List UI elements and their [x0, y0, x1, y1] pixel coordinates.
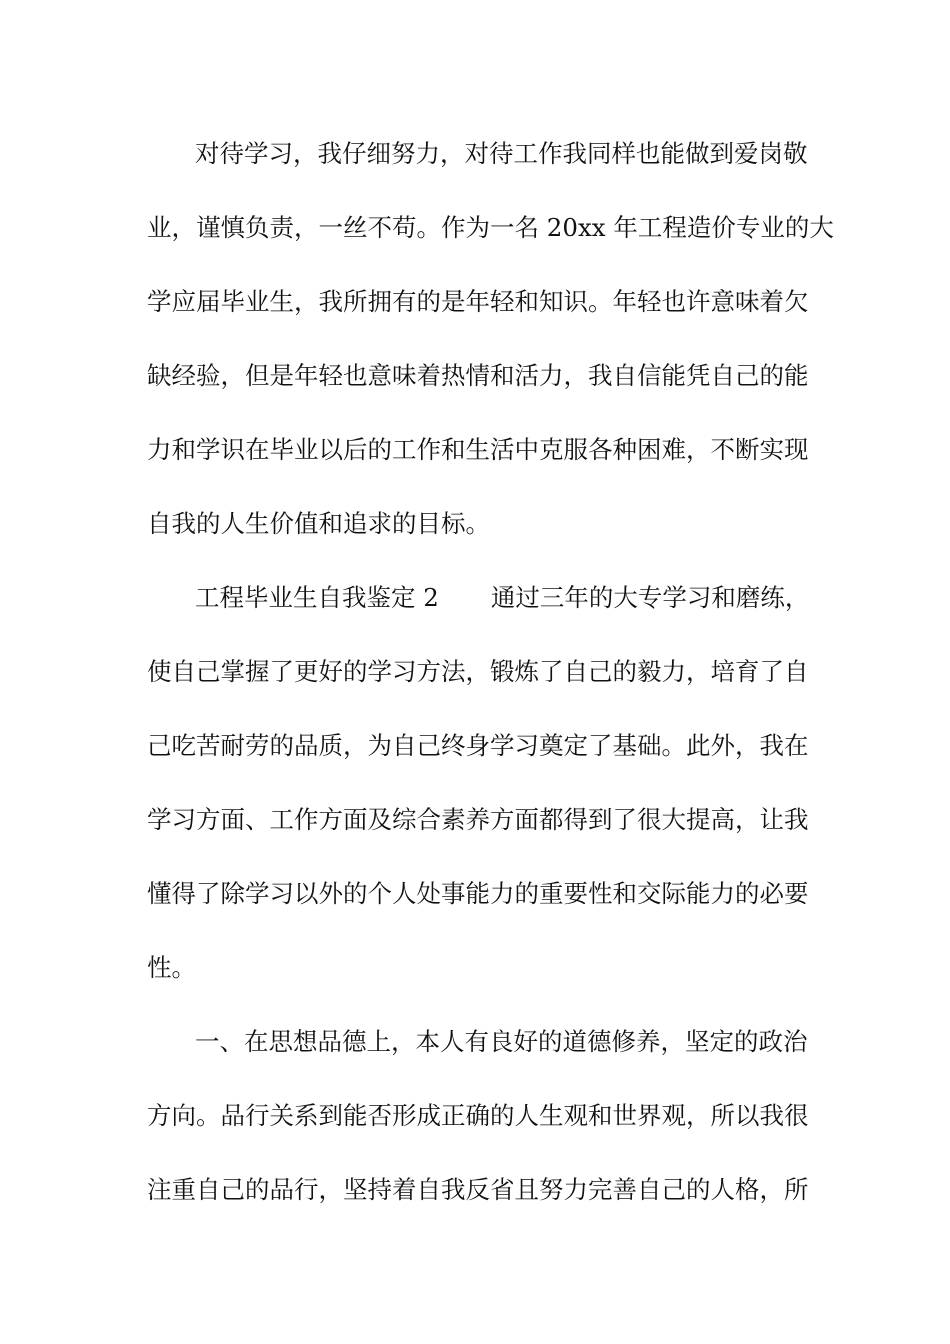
paragraph-line: 自我的人生价值和追求的目标。: [147, 509, 490, 538]
paragraph-line: 业，谨慎负责，一丝不苟。作为一名 20xx 年工程造价专业的大: [147, 213, 834, 242]
paragraph-line: 己吃苦耐劳的品质，为自己终身学习奠定了基础。此外，我在: [147, 731, 809, 760]
paragraph-line: 力和学识在毕业以后的工作和生活中克服各种困难，不断实现: [147, 435, 809, 464]
section-heading: 工程毕业生自我鉴定 2: [195, 583, 439, 612]
paragraph-line: 对待学习，我仔细努力，对待工作我同样也能做到爱岗敬: [195, 139, 808, 168]
paragraph-line: 一、在思想品德上，本人有良好的道德修养，坚定的政治: [195, 1027, 808, 1056]
paragraph-text: 通过三年的大专学习和磨练，: [490, 583, 810, 612]
paragraph-line: 学应届毕业生，我所拥有的是年轻和知识。年轻也许意味着欠: [147, 287, 809, 316]
paragraph-line: 学习方面、工作方面及综合素养方面都得到了很大提高，让我: [147, 805, 809, 834]
paragraph-line: 懂得了除学习以外的个人处事能力的重要性和交际能力的必要: [147, 879, 809, 908]
paragraph-line: 缺经验，但是年轻也意味着热情和活力，我自信能凭自己的能: [147, 361, 809, 390]
section-heading-line: [195, 581, 810, 615]
paragraph-line: 注重自己的品行，坚持着自我反省且努力完善自己的人格，所: [147, 1175, 809, 1204]
paragraph-line: 性。: [147, 953, 196, 982]
paragraph-line: 方向。品行关系到能否形成正确的人生观和世界观，所以我很: [147, 1101, 809, 1130]
paragraph-line: 使自己掌握了更好的学习方法，锻炼了自己的毅力，培育了自: [147, 657, 809, 686]
